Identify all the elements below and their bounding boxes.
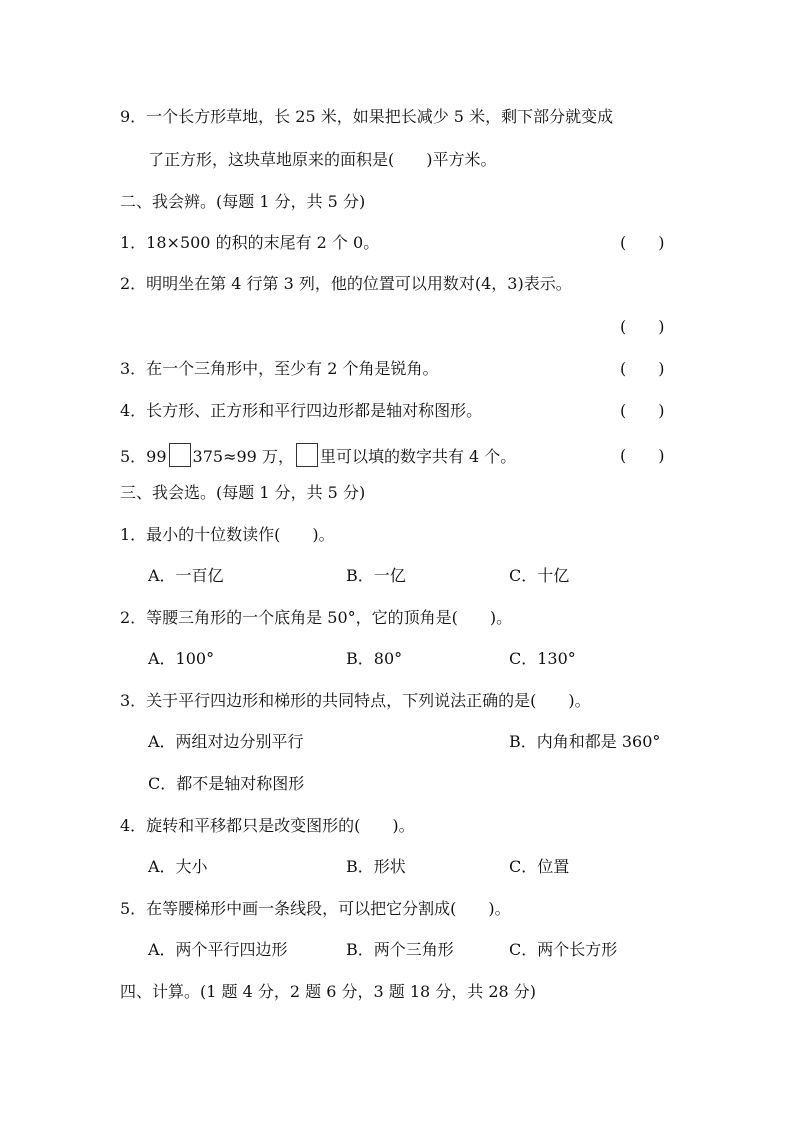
choice-4-option-b: B．形状 [346,857,406,876]
q9-line2: 了正方形，这块草地原来的面积是( )平方米。 [148,150,497,169]
choice-2-option-c: C．130° [509,649,576,668]
judge-item-2: 2．明明坐在第 4 行第 3 列，他的位置可以用数对(4，3)表示。 [120,274,572,293]
choice-question-4: 4．旋转和平移都只是改变图形的( )。 [120,816,415,835]
choice-question-5: 5．在等腰梯形中画一条线段，可以把它分割成( )。 [120,899,511,918]
section3-heading: 三、我会选。(每题 1 分，共 5 分) [120,483,366,502]
choice-2-option-b: B．80° [346,649,403,668]
blank-box-1 [169,443,191,467]
choice-2-option-a: A．100° [148,649,215,668]
choice-5-option-c: C．两个长方形 [509,940,618,959]
judge-item-5 [120,443,516,468]
q9-line1: 9．一个长方形草地，长 25 米，如果把长减少 5 米，剩下部分就变成 [120,107,614,126]
judge-item-3: 3．在一个三角形中，至少有 2 个角是锐角。 [120,359,439,378]
choice-1-option-b: B．一亿 [346,566,406,585]
judge-answer-1: ( ) [620,233,665,252]
choice-question-3: 3．关于平行四边形和梯形的共同特点，下列说法正确的是( )。 [120,691,591,710]
section4-heading: 四、计算。(1 题 4 分，2 题 6 分，3 题 18 分，共 28 分) [120,982,537,1001]
judge-item-5-part3: 里可以填的数字共有 4 个。 [319,447,517,466]
judge-answer-2: ( ) [620,317,665,336]
choice-5-option-a: A．两个平行四边形 [148,940,288,959]
judge-item-5-part2: 375≈99 万， [192,447,294,466]
choice-5-option-b: B．两个三角形 [346,940,454,959]
choice-3-option-b: B．内角和都是 360° [509,732,661,751]
choice-4-option-c: C．位置 [509,857,570,876]
choice-question-1: 1．最小的十位数读作( )。 [120,525,335,544]
choice-3-option-c: C．都不是轴对称图形 [148,774,305,793]
judge-answer-5: ( ) [620,446,665,465]
choice-1-option-a: A．一百亿 [148,566,224,585]
section2-heading: 二、我会辨。(每题 1 分，共 5 分) [120,192,366,211]
choice-3-option-a: A．两组对边分别平行 [148,732,304,751]
choice-4-option-a: A．大小 [148,857,208,876]
choice-question-2: 2．等腰三角形的一个底角是 50°，它的顶角是( )。 [120,608,513,627]
blank-box-2 [296,443,318,467]
judge-item-5-part1: 5．99 [120,447,167,466]
judge-item-4: 4．长方形、正方形和平行四边形都是轴对称图形。 [120,401,483,420]
judge-answer-4: ( ) [620,401,665,420]
judge-item-1: 1．18×500 的积的末尾有 2 个 0。 [120,233,380,252]
choice-1-option-c: C．十亿 [509,566,570,585]
judge-answer-3: ( ) [620,359,665,378]
